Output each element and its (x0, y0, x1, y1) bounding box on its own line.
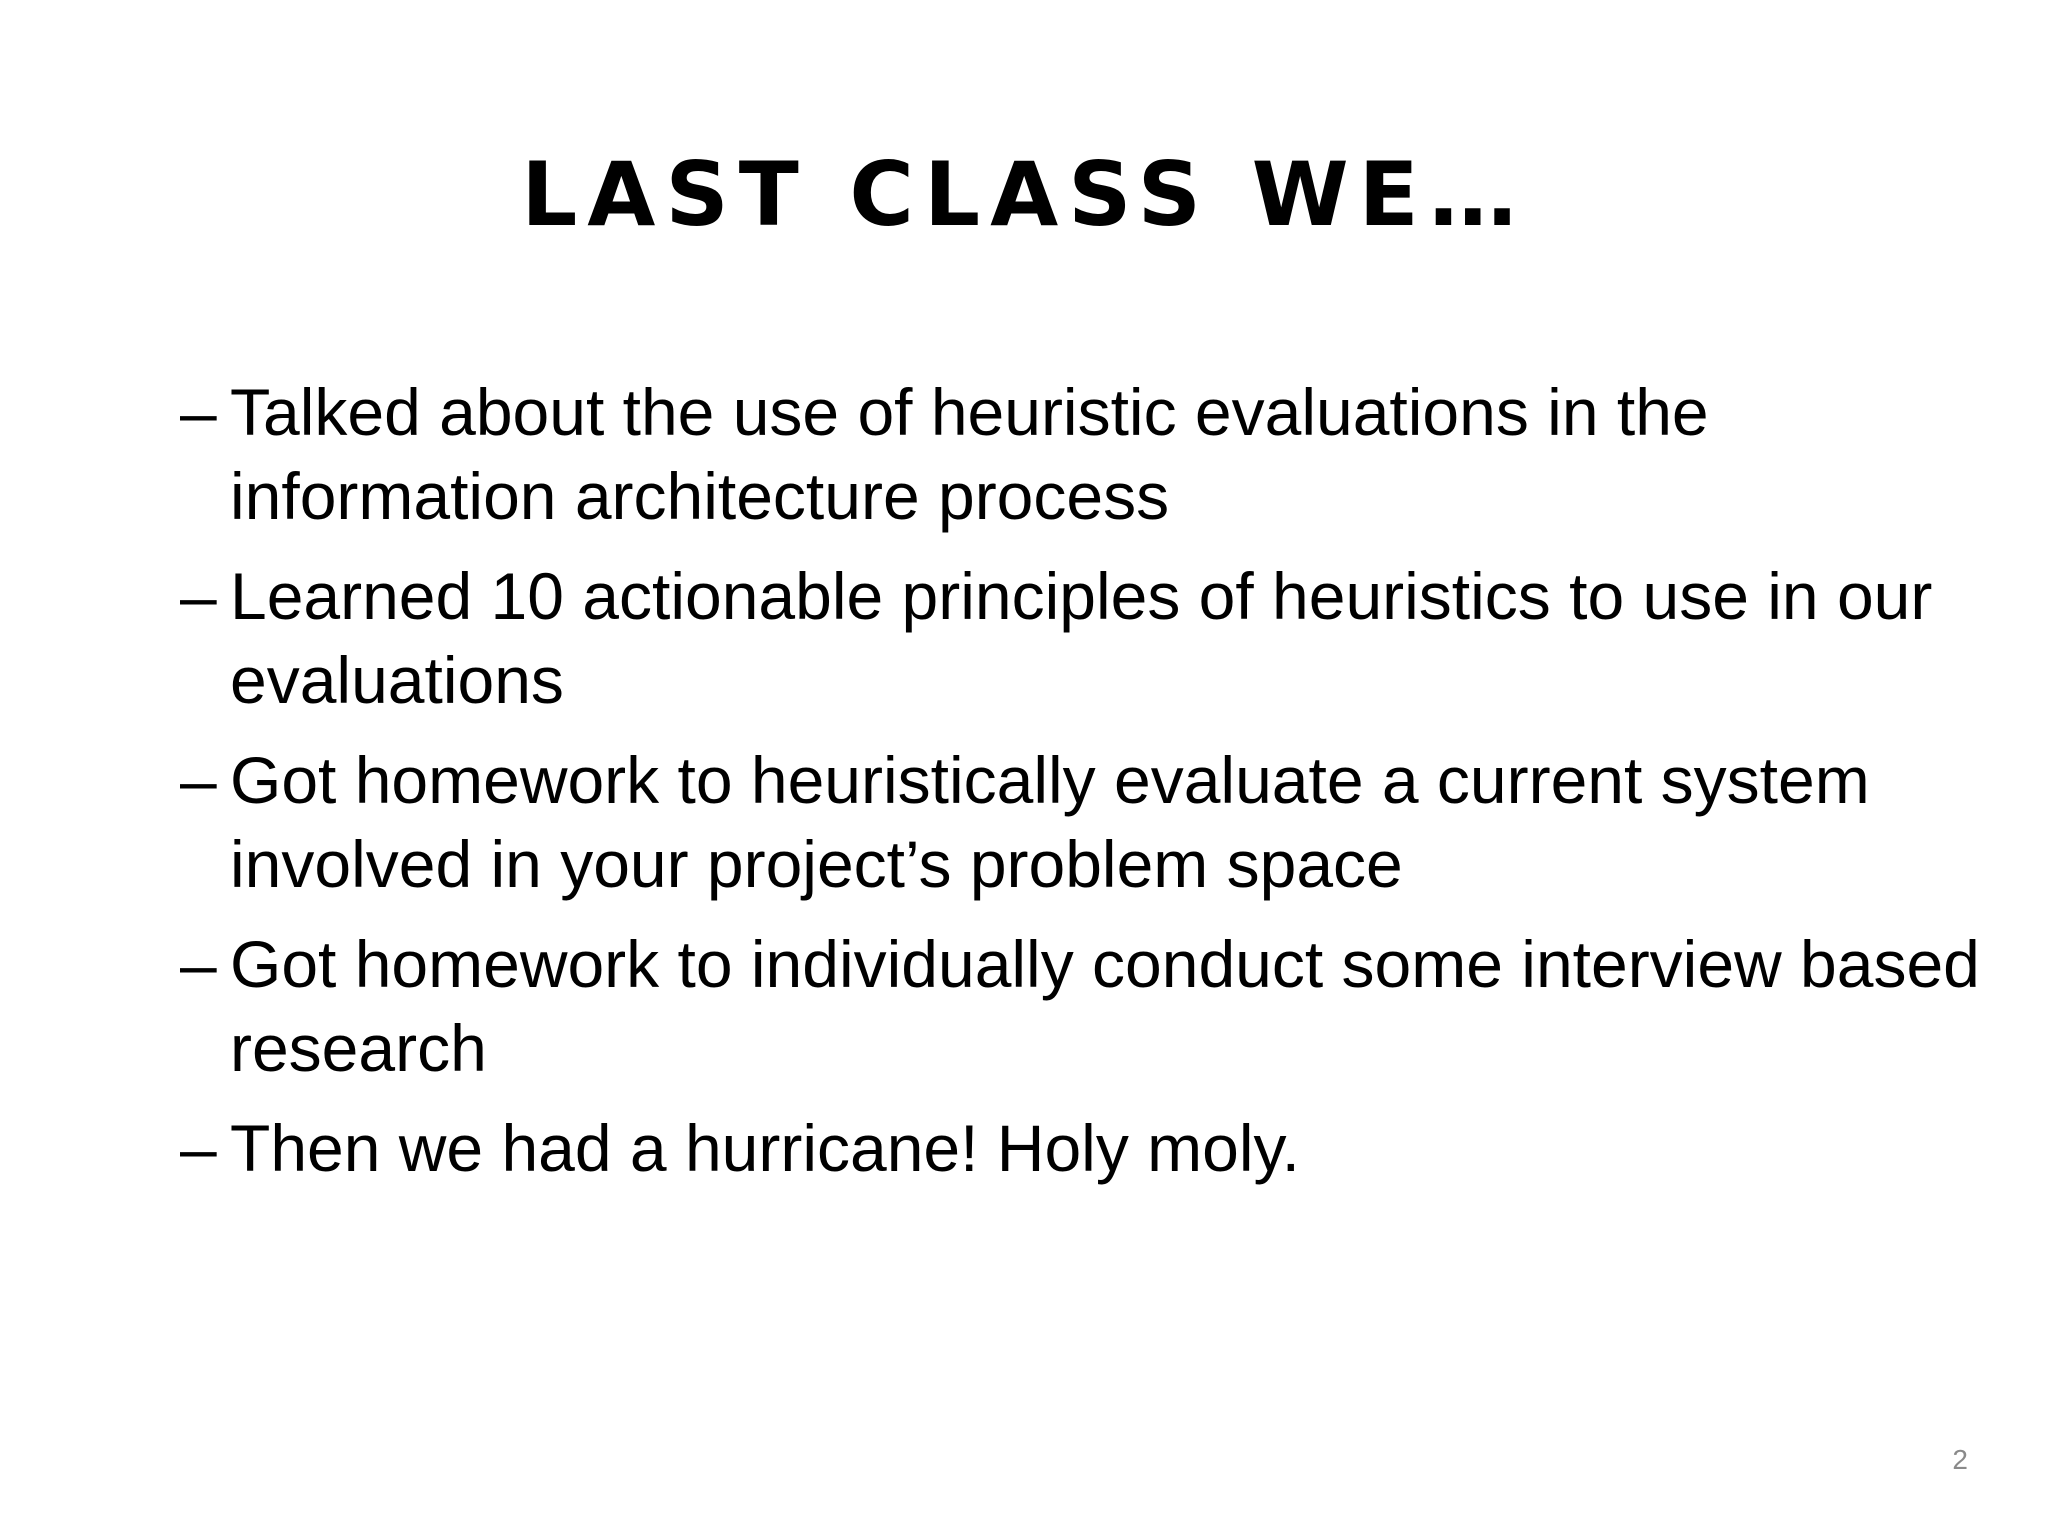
bullet-list (180, 370, 1980, 1206)
bullet-dash: – (180, 559, 217, 633)
bullet-item (180, 370, 1980, 538)
bullet-dash: – (180, 927, 217, 1001)
bullet-text: Then we had a hurricane! Holy moly. (230, 1111, 1300, 1185)
bullet-item (180, 922, 1980, 1090)
bullet-dash: – (180, 1111, 217, 1185)
bullet-text: Got homework to heuristically evaluate a current system involved in your project’s problem space (230, 743, 1870, 901)
bullet-text: Learned 10 actionable principles of heuristics to use in our evaluations (230, 559, 1933, 717)
bullet-dash: – (180, 375, 217, 449)
page-number: 2 (1952, 1444, 1968, 1475)
bullet-item (180, 1106, 1980, 1190)
bullet-item (180, 554, 1980, 722)
slide-title: LAST CLASS WE… (521, 143, 1527, 246)
bullet-text: Talked about the use of heuristic evaluations in the information architecture process (230, 375, 1709, 533)
bullet-item (180, 738, 1980, 906)
bullet-text: Got homework to individually conduct some interview based research (230, 927, 1980, 1085)
bullet-dash: – (180, 743, 217, 817)
